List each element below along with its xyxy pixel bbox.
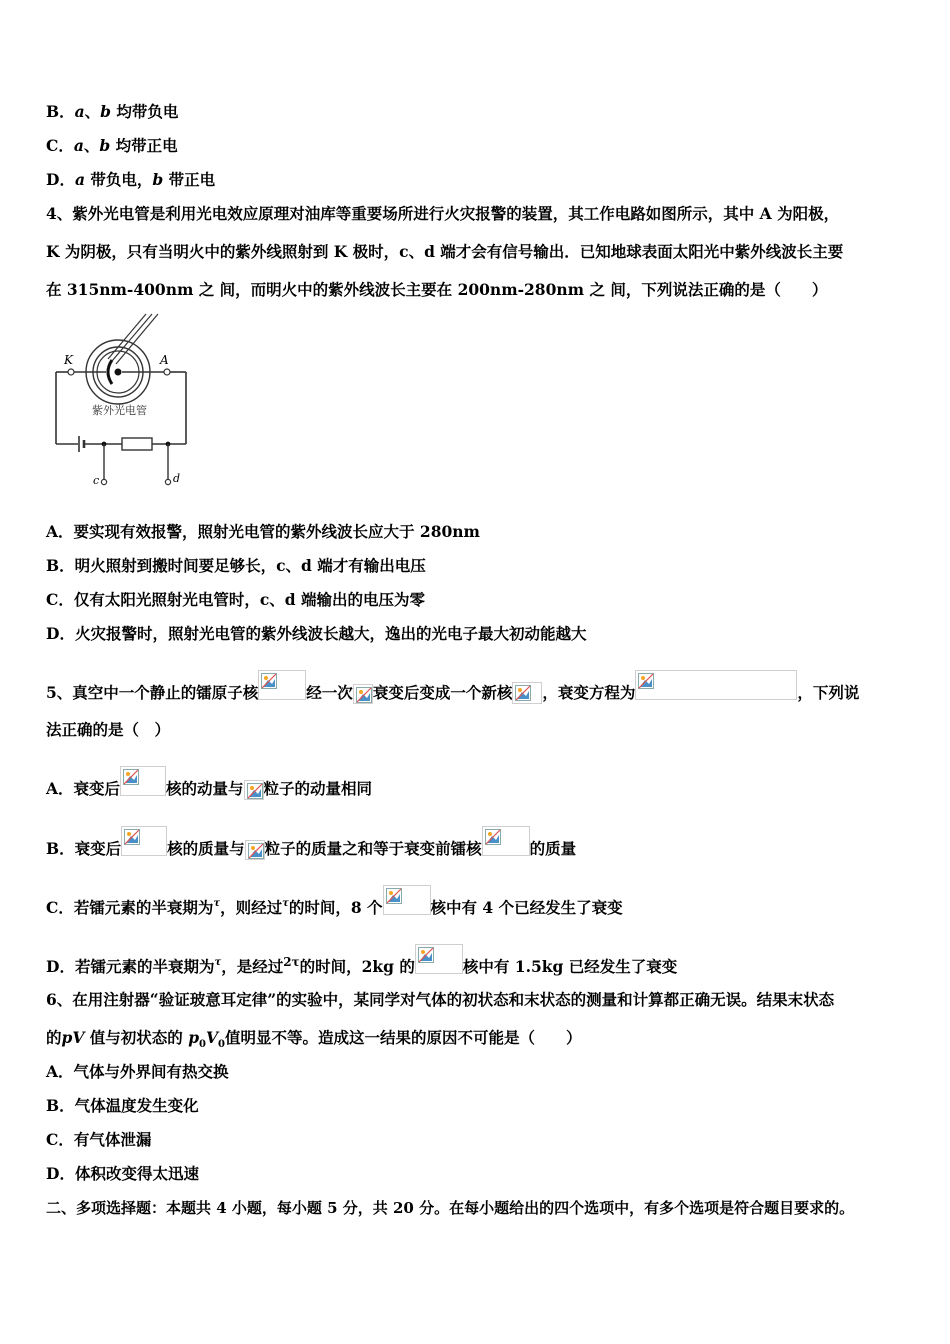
option-c-prev: C．a、b 均带正电 bbox=[46, 136, 178, 155]
q5-option-b: B．衰变后 核的质量与 粒子的质量之和等于衰变前镭核 的质量 bbox=[46, 826, 576, 860]
q4-option-c: C．仅有太阳光照射光电管时，c、d 端输出的电压为零 bbox=[46, 590, 426, 609]
broken-image-icon bbox=[261, 673, 277, 689]
label-d: d bbox=[173, 472, 181, 485]
broken-formula-image bbox=[383, 885, 431, 915]
broken-formula-image bbox=[635, 670, 797, 700]
broken-formula-image bbox=[258, 670, 306, 700]
q6-stem-line1: 6、在用注射器“验证玻意耳定律”的实验中，某同学对气体的初状态和末状态的测量和计算都正确无误。结果末状态 bbox=[46, 990, 835, 1009]
q4-option-a: A．要实现有效报警，照射光电管的紫外线波长应大于 280nm bbox=[46, 522, 480, 541]
q4-stem-line1: 4、紫外光电管是利用光电效应原理对油库等重要场所进行火灾报警的装置，其工作电路如图所示，其中 A 为阳极， bbox=[46, 204, 840, 223]
q5-stem-line1: 5、真空中一个静止的镭原子核 经一次 衰变后变成一个新核 ，衰变方程为 ，下列说 bbox=[46, 670, 859, 704]
q4-option-b: B．明火照射到搬时间要足够长，c、d 端才有输出电压 bbox=[46, 556, 426, 575]
broken-image-icon bbox=[485, 829, 501, 845]
broken-formula-image bbox=[245, 840, 265, 860]
q5-option-a: A．衰变后 核的动量与 粒子的动量相同 bbox=[46, 766, 372, 800]
tau-symbol: τ bbox=[282, 898, 289, 909]
q5-option-d: D．若镭元素的半衰期为$^\tau$，是经过$^{2\tau}$的时间，2kg 的 核中有 1.5kg 已经发生了衰变 bbox=[46, 944, 677, 977]
broken-image-icon bbox=[123, 769, 139, 785]
tube-caption: 紫外光电管 bbox=[92, 404, 147, 417]
broken-formula-image bbox=[244, 780, 264, 800]
q6-option-b: B．气体温度发生变化 bbox=[46, 1096, 199, 1115]
q4-stem-line2: K 为阴极，只有当明火中的紫外线照射到 K 极时，c、d 端才会有信号输出．已知地球表面太阳光中紫外线波长主要 bbox=[46, 242, 844, 261]
option-d-prev: D．a 带负电，b 带正电 bbox=[46, 170, 216, 189]
broken-formula-image bbox=[512, 682, 542, 704]
broken-formula-image bbox=[482, 826, 530, 856]
broken-image-icon bbox=[386, 888, 402, 904]
label-c: c bbox=[93, 474, 100, 487]
broken-formula-image bbox=[353, 684, 373, 704]
broken-image-icon bbox=[124, 829, 140, 845]
q6-option-d: D．体积改变得太迅速 bbox=[46, 1164, 199, 1183]
broken-image-icon bbox=[247, 783, 263, 799]
q5-stem-line2: 法正确的是（ ） bbox=[46, 720, 171, 739]
broken-formula-image bbox=[415, 944, 463, 974]
q6-option-c: C．有气体泄漏 bbox=[46, 1130, 152, 1149]
broken-image-icon bbox=[248, 843, 264, 859]
q6-stem-line2: 的pV 值与初状态的 $p_0V_0$值明显不等。造成这一结果的原因不可能是（ ） bbox=[46, 1028, 582, 1051]
uv-phototube-circuit-diagram bbox=[46, 312, 196, 494]
broken-image-icon bbox=[638, 673, 654, 689]
broken-image-icon bbox=[418, 947, 434, 963]
tau-symbol: τ bbox=[213, 898, 221, 909]
two-tau-symbol: 2τ bbox=[283, 955, 300, 969]
broken-image-icon bbox=[515, 685, 531, 701]
label-k: K bbox=[64, 353, 73, 367]
tau-symbol: τ bbox=[214, 957, 222, 968]
q6-option-a: A．气体与外界间有热交换 bbox=[46, 1062, 229, 1081]
q4-option-d: D．火灾报警时，照射光电管的紫外线波长越大，逸出的光电子最大初动能越大 bbox=[46, 624, 587, 643]
label-a: A bbox=[160, 353, 169, 367]
broken-formula-image bbox=[120, 766, 166, 796]
q4-stem-line3: 在 315nm-400nm 之 间，而明火中的紫外线波长主要在 200nm-280nm 之 间，下列说法正确的是（ ） bbox=[46, 280, 828, 299]
section-2-heading: 二、多项选择题：本题共 4 小题，每小题 5 分，共 20 分。在每小题给出的四个选项中，有多个选项是符合题目要求的。 bbox=[46, 1199, 855, 1217]
broken-image-icon bbox=[356, 687, 372, 703]
q5-option-c: C．若镭元素的半衰期为$^\tau$，则经过$^\tau$的时间，8 个 核中有 4 个已经发生了衰变 bbox=[46, 885, 623, 918]
broken-formula-image bbox=[121, 826, 167, 856]
option-b-prev: B．a、b 均带负电 bbox=[46, 102, 179, 121]
